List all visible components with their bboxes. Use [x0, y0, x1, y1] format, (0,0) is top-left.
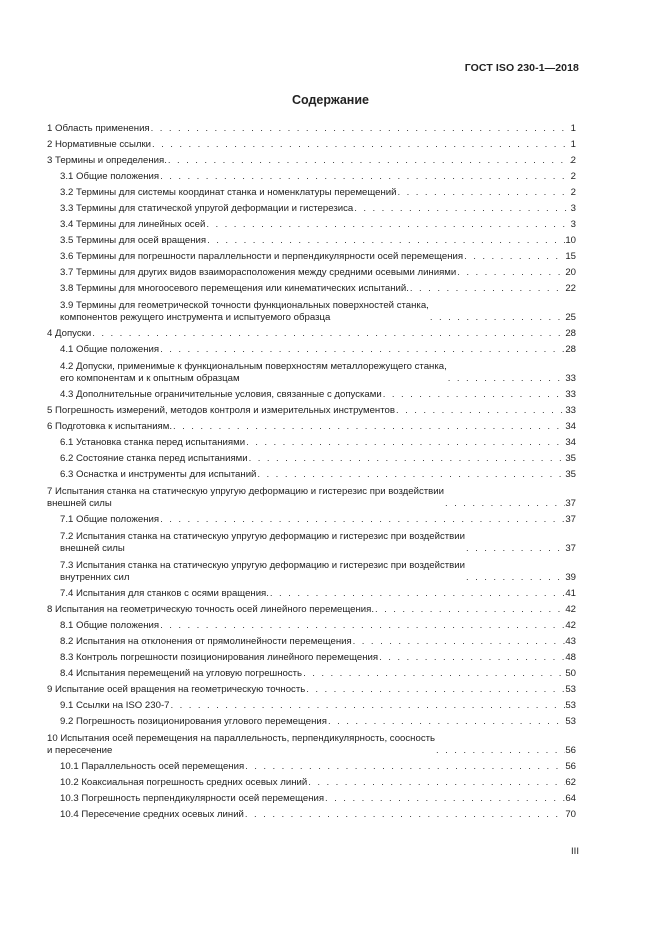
toc-entry-label-line: его компонентам и к опытным образцам [60, 373, 240, 384]
toc-entry[interactable] [47, 279, 576, 295]
toc-entry-label-line: 8.1 Общие положения [60, 620, 160, 631]
toc-entry-page: 53 [565, 700, 576, 711]
toc-entry-page: 33 [565, 373, 576, 384]
toc-entry-page: 1 [570, 139, 576, 150]
toc-entry[interactable] [47, 555, 576, 584]
toc-dot-leader [353, 203, 570, 215]
toc-entry-page: 34 [565, 437, 576, 448]
toc-dot-leader [150, 123, 571, 135]
toc-entry-label-line: внутренних сил [60, 572, 130, 583]
toc-dot-leader [429, 312, 566, 324]
toc-dot-leader [307, 777, 565, 789]
toc-entry-page: 42 [565, 604, 576, 615]
table-of-contents [47, 119, 576, 821]
toc-entry-label-line: 10.2 Коаксиальная погрешность средних осевых линий [60, 777, 308, 788]
toc-entry-label-line: 7.4 Испытания для станков с осями вращения. [60, 588, 269, 599]
toc-entry-page: 35 [565, 469, 576, 480]
toc-entry-label-line: 7.2 Испытания станка на статическую упругую деформацию и гистерезис при воздействии [60, 531, 465, 542]
toc-entry-label-line: 7.1 Общие положения [60, 514, 160, 525]
toc-entry-label-line: 10.1 Параллельность осей перемещения [60, 761, 245, 772]
standard-code: ГОСТ ISO 230-1—2018 [464, 62, 579, 74]
toc-dot-leader [463, 251, 565, 263]
toc-entry-page: 37 [565, 543, 576, 554]
toc-entry[interactable] [47, 696, 576, 712]
toc-entry-label-line: 3 Термины и определения. [47, 155, 167, 166]
toc-dot-leader [302, 668, 565, 680]
toc-entry-label-line: 8.2 Испытания на отклонения от прямолинейности перемещения [60, 636, 352, 647]
toc-dot-leader [465, 543, 565, 555]
toc-entry-label [47, 486, 444, 510]
toc-entry-label-line: и пересечение [47, 745, 113, 756]
toc-dot-leader [248, 453, 566, 465]
toc-entry-page: 28 [565, 344, 576, 355]
toc-entry[interactable] [47, 247, 576, 263]
toc-entry-label [60, 235, 206, 247]
toc-entry-label-line: 2 Нормативные ссылки [47, 139, 152, 150]
toc-entry[interactable] [47, 135, 576, 151]
toc-dot-leader [159, 344, 565, 356]
toc-entry[interactable] [47, 215, 576, 231]
toc-entry-page: 3 [570, 219, 576, 230]
toc-entry-label-line: 7.3 Испытания станка на статическую упругую деформацию и гистерезис при воздействии [60, 560, 465, 571]
toc-entry-label [60, 283, 409, 295]
toc-entry-page: 22 [565, 283, 576, 294]
toc-entry-label-line: 3.6 Термины для погрешности параллельности и перпендикулярности осей перемещения [60, 251, 464, 262]
toc-entry-label [60, 437, 245, 449]
toc-entry[interactable] [47, 712, 576, 728]
page-number: III [571, 846, 579, 857]
toc-entry-label [60, 777, 307, 789]
toc-dot-leader [395, 405, 565, 417]
toc-dot-leader [151, 139, 571, 151]
toc-dot-leader [327, 716, 565, 728]
toc-entry[interactable] [47, 526, 576, 555]
toc-entry-label [60, 761, 244, 773]
toc-entry-page: 10 [565, 235, 576, 246]
toc-dot-leader [159, 514, 565, 526]
toc-entry[interactable] [47, 417, 576, 433]
toc-entry-label [60, 531, 465, 555]
toc-entry[interactable] [47, 433, 576, 449]
toc-entry-page: 3 [570, 203, 576, 214]
toc-dot-leader [324, 793, 565, 805]
toc-entry-label-line: 4.2 Допуски, применимые к функциональным поверхностям металлорежущего станка, [60, 361, 447, 372]
toc-entry-label [60, 344, 159, 356]
toc-entry-page: 33 [565, 389, 576, 400]
toc-entry-label [60, 219, 205, 231]
toc-entry[interactable] [47, 340, 576, 356]
toc-entry-label [47, 328, 91, 340]
toc-entry-page: 43 [565, 636, 576, 647]
toc-entry-label [47, 684, 305, 696]
toc-dot-leader [382, 389, 566, 401]
toc-entry-label-line: 6.2 Состояние станка перед испытаниями [60, 453, 248, 464]
toc-entry-page: 53 [565, 716, 576, 727]
toc-dot-leader [378, 652, 565, 664]
toc-entry-label [60, 668, 302, 680]
toc-entry-page: 2 [570, 171, 576, 182]
toc-entry-page: 56 [565, 761, 576, 772]
toc-entry-label [60, 267, 456, 279]
toc-entry-label-line: 9.2 Погрешность позиционирования углового перемещения [60, 716, 327, 727]
toc-entry-label [60, 453, 248, 465]
toc-entry-label-line: внешней силы [60, 543, 125, 554]
toc-dot-leader [456, 267, 565, 279]
toc-entry-label [47, 123, 150, 135]
toc-entry-page: 37 [565, 498, 576, 509]
toc-entry-label-line: 4.3 Дополнительные ограничительные условия, связанные с допусками [60, 389, 382, 400]
toc-entry-label-line: 3.3 Термины для статической упругой деформации и гистерезиса [60, 203, 354, 214]
toc-dot-leader [409, 283, 565, 295]
toc-entry-label [60, 171, 159, 183]
toc-entry[interactable] [47, 664, 576, 680]
toc-entry[interactable] [47, 119, 576, 135]
toc-entry-label-line: 10.3 Погрешность перпендикулярности осей перемещения [60, 793, 325, 804]
toc-dot-leader [244, 761, 565, 773]
toc-entry[interactable] [47, 481, 576, 510]
toc-entry[interactable] [47, 632, 576, 648]
toc-entry-page: 2 [570, 187, 576, 198]
toc-entry-label [60, 361, 447, 385]
toc-entry-label-line: 7 Испытания станка на статическую упругую деформацию и гистерезис при воздействии [47, 486, 444, 497]
toc-entry-page: 70 [565, 809, 576, 820]
toc-dot-leader [169, 700, 565, 712]
toc-entry-label [60, 700, 169, 712]
toc-entry[interactable] [47, 231, 576, 247]
toc-entry-label-line: компонентов режущего инструмента и испытуемого образца [60, 312, 331, 323]
toc-entry-label [60, 203, 353, 215]
toc-entry-label [60, 716, 327, 728]
toc-entry[interactable] [47, 295, 576, 324]
toc-entry[interactable] [47, 263, 576, 279]
toc-entry-label [60, 514, 159, 526]
toc-dot-leader [305, 684, 565, 696]
toc-entry-label [60, 251, 463, 263]
toc-entry-label [47, 421, 172, 433]
toc-entry[interactable] [47, 183, 576, 199]
toc-entry-label-line: 1 Область применения [47, 123, 150, 134]
toc-entry-label-line: внешней силы [47, 498, 112, 509]
toc-dot-leader [435, 745, 565, 757]
toc-entry-label-line: 3.7 Термины для других видов взаиморасположения между средними осевыми линиями [60, 267, 457, 278]
toc-entry[interactable] [47, 648, 576, 664]
toc-entry-label [60, 560, 465, 584]
toc-entry-label [60, 652, 378, 664]
toc-entry-page: 1 [570, 123, 576, 134]
toc-entry[interactable] [47, 385, 576, 401]
toc-entry[interactable] [47, 773, 576, 789]
toc-entry[interactable] [47, 465, 576, 481]
toc-entry[interactable] [47, 584, 576, 600]
toc-entry-label-line: 3.9 Термины для геометрической точности функциональных поверхностей станка, [60, 300, 429, 311]
toc-entry-page: 39 [565, 572, 576, 583]
toc-dot-leader [245, 437, 565, 449]
toc-entry-label [47, 155, 167, 167]
toc-entry[interactable] [47, 728, 576, 757]
toc-entry-page: 15 [565, 251, 576, 262]
toc-entry-label-line: 4.1 Общие положения [60, 344, 160, 355]
toc-entry-page: 50 [565, 668, 576, 679]
toc-dot-leader [244, 809, 565, 821]
toc-entry-page: 62 [565, 777, 576, 788]
toc-dot-leader [444, 498, 565, 510]
toc-entry[interactable] [47, 510, 576, 526]
toc-entry-label [47, 139, 151, 151]
toc-dot-leader [465, 572, 565, 584]
toc-entry-label-line: 3.5 Термины для осей вращения [60, 235, 207, 246]
toc-entry[interactable] [47, 167, 576, 183]
toc-entry-label [60, 187, 397, 199]
toc-entry-label [60, 620, 159, 632]
toc-entry-page: 33 [565, 405, 576, 416]
toc-entry-label [60, 809, 244, 821]
toc-entry[interactable] [47, 789, 576, 805]
toc-dot-leader [205, 219, 570, 231]
toc-dot-leader [91, 328, 565, 340]
toc-entry-page: 41 [565, 588, 576, 599]
toc-entry-label-line: 6 Подготовка к испытаниям. [47, 421, 173, 432]
toc-entry-label [60, 636, 352, 648]
toc-entry-label [60, 389, 382, 401]
toc-entry-label [47, 405, 395, 417]
toc-entry-page: 37 [565, 514, 576, 525]
toc-dot-leader [447, 373, 566, 385]
toc-entry-label-line: 8.4 Испытания перемещений на угловую погрешность [60, 668, 303, 679]
toc-dot-leader [159, 620, 565, 632]
toc-entry-label [60, 588, 269, 600]
toc-title: Содержание [291, 93, 369, 107]
toc-entry-page: 42 [565, 620, 576, 631]
toc-entry-label [47, 604, 374, 616]
toc-entry-label-line: 6.1 Установка станка перед испытаниями [60, 437, 246, 448]
toc-entry-page: 53 [565, 684, 576, 695]
toc-entry-label-line: 8 Испытания на геометрическую точность осей линейного перемещения. [47, 604, 375, 615]
toc-entry-page: 25 [565, 312, 576, 323]
toc-entry-label-line: 6.3 Оснастка и инструменты для испытаний [60, 469, 257, 480]
toc-entry[interactable] [47, 401, 576, 417]
toc-entry-page: 2 [570, 155, 576, 166]
toc-entry[interactable] [47, 356, 576, 385]
toc-entry[interactable] [47, 757, 576, 773]
toc-entry[interactable] [47, 199, 576, 215]
toc-entry-page: 34 [565, 421, 576, 432]
toc-entry-page: 56 [565, 745, 576, 756]
toc-entry-label-line: 3.1 Общие положения [60, 171, 160, 182]
toc-entry-label-line: 3.4 Термины для линейных осей [60, 219, 206, 230]
toc-entry-label-line: 3.8 Термины для многоосевого перемещения или кинематических испытаний. [60, 283, 409, 294]
toc-entry-label-line: 9 Испытание осей вращения на геометрическую точность [47, 684, 306, 695]
toc-entry-label-line: 3.2 Термины для системы координат станка и номенклатуры перемещений [60, 187, 397, 198]
toc-entry[interactable] [47, 324, 576, 340]
toc-entry[interactable] [47, 805, 576, 821]
toc-entry-label [60, 469, 256, 481]
toc-entry-label-line: 9.1 Ссылки на ISO 230-7 [60, 700, 170, 711]
toc-entry[interactable] [47, 449, 576, 465]
toc-entry-page: 48 [565, 652, 576, 663]
toc-dot-leader [159, 171, 571, 183]
toc-entry-label-line: 10 Испытания осей перемещения на параллельность, перпендикулярность, соосность [47, 733, 436, 744]
toc-entry-label [47, 733, 435, 757]
toc-entry[interactable] [47, 151, 576, 167]
toc-entry-label-line: 5 Погрешность измерений, методов контроля и измерительных инструментов [47, 405, 395, 416]
toc-dot-leader [397, 187, 571, 199]
toc-dot-leader [352, 636, 566, 648]
toc-entry-label [60, 793, 324, 805]
toc-dot-leader [256, 469, 565, 481]
toc-entry-page: 35 [565, 453, 576, 464]
toc-dot-leader [269, 588, 565, 600]
toc-dot-leader [374, 604, 565, 616]
toc-entry-label-line: 8.3 Контроль погрешности позиционирования линейного перемещения [60, 652, 379, 663]
toc-entry[interactable] [47, 680, 576, 696]
toc-entry-page: 64 [565, 793, 576, 804]
toc-entry-label-line: 10.4 Пересечение средних осевых линий [60, 809, 244, 820]
toc-entry-label [60, 300, 429, 324]
toc-dot-leader [172, 421, 565, 433]
toc-entry-page: 28 [565, 328, 576, 339]
toc-entry-label-line: 4 Допуски [47, 328, 92, 339]
toc-dot-leader [167, 155, 571, 167]
toc-entry[interactable] [47, 616, 576, 632]
toc-dot-leader [206, 235, 565, 247]
toc-entry[interactable] [47, 600, 576, 616]
toc-entry-page: 20 [565, 267, 576, 278]
